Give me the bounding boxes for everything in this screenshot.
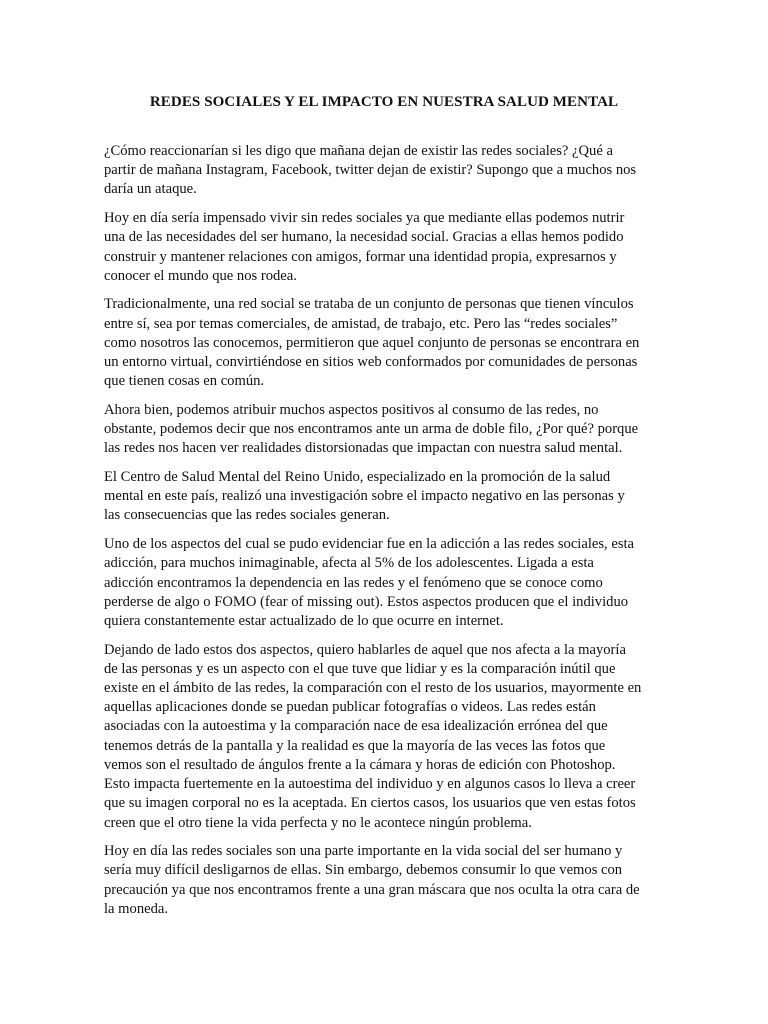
paragraph-7	[104, 641, 666, 833]
text-line: de las personas y es un aspecto con el que tuve que lidiar y es la comparación inútil que	[104, 660, 616, 677]
text-line: Esto impacta fuertemente en la autoestima del individuo y en algunos casos lo lleva a creer	[104, 776, 636, 793]
text-line: que su imagen corporal no es la aceptada. En ciertos casos, los usuarios que ven estas fotos	[104, 795, 636, 812]
text-line: Uno de los aspectos del cual se pudo evidenciar fue en la adicción a las redes sociales, esta	[104, 536, 635, 553]
text-line: obstante, podemos decir que nos encontramos ante un arma de doble filo, ¿Por qué? porque	[104, 421, 639, 438]
paragraph-2	[104, 209, 666, 286]
paragraph-8	[104, 842, 666, 919]
text-line: vemos son el resultado de ángulos frente a la cámara y horas de edición con Photoshop.	[104, 756, 616, 773]
text-line: Ahora bien, podemos atribuir muchos aspectos positivos al consumo de las redes, no	[104, 401, 599, 418]
document-title: REDES SOCIALES Y EL IMPACTO EN NUESTRA SALUD MENTAL	[149, 94, 619, 110]
text-line: Hoy en día las redes sociales son una parte importante en la vida social del ser humano y	[104, 843, 623, 860]
text-line: mental en este país, realizó una investigación sobre el impacto negativo en las personas y	[104, 488, 625, 505]
text-line: El Centro de Salud Mental del Reino Unido, especializado en la promoción de la salud	[104, 469, 611, 486]
text-line: adicción encontramos la dependencia en las redes y el fenómeno que se conoce como	[104, 574, 603, 591]
text-line: entre sí, sea por temas comerciales, de amistad, de trabajo, etc. Pero las “redes sociales”	[104, 315, 618, 332]
text-line: construir y mantener relaciones con amigos, formar una identidad propia, expresarnos y	[104, 248, 617, 265]
text-line: adicción, para muchos inimaginable, afecta al 5% de los adolescentes. Ligada a esta	[104, 555, 594, 572]
paragraph-4	[104, 401, 666, 459]
text-line: ¿Cómo reaccionarían si les digo que mañana dejan de existir las redes sociales? ¿Qué a	[104, 143, 613, 159]
text-line: asociadas con la autoestima y la comparación nace de esa idealización errónea del que	[104, 718, 608, 735]
text-line: precaución ya que nos encontramos frente a una gran máscara que nos oculta la otra cara de	[104, 881, 640, 898]
document-body	[104, 142, 666, 929]
paragraph-3	[104, 295, 666, 391]
text-line: las redes nos hacen ver realidades distorsionadas que impactan con nuestra salud mental.	[104, 440, 623, 457]
paragraph-5	[104, 468, 666, 526]
text-line: aquellas aplicaciones donde se puedan publicar fotografías o videos. Las redes están	[104, 699, 596, 716]
text-line: las consecuencias que las redes sociales generan.	[104, 507, 390, 524]
text-line: que tienen cosas en común.	[104, 373, 265, 390]
text-line: conocer el mundo que nos rodea.	[104, 267, 297, 284]
text-line: daría un ataque.	[104, 181, 197, 198]
text-line: quiera constantemente estar actualizado de lo que ocurre en internet.	[104, 612, 504, 629]
paragraph-6	[104, 535, 666, 631]
text-line: Hoy en día sería impensado vivir sin redes sociales ya que mediante ellas podemos nutrir	[104, 210, 625, 227]
text-line: creen que el otro tiene la vida perfecta y no le acontece ningún problema.	[104, 814, 532, 831]
text-line: Tradicionalmente, una red social se trataba de un conjunto de personas que tienen vínculos	[104, 296, 634, 313]
text-line: Dejando de lado estos dos aspectos, quiero hablarles de aquel que nos afecta a la mayoría	[104, 641, 626, 658]
text-line: existe en el ámbito de las redes, la comparación con el resto de los usuarios, mayormente en	[104, 680, 642, 697]
text-line: una de las necesidades del ser humano, la necesidad social. Gracias a ellas hemos podido	[104, 229, 624, 246]
text-line: sería muy difícil desligarnos de ellas. Sin embargo, debemos consumir lo que vemos con	[104, 862, 623, 879]
paragraph-1	[104, 142, 666, 200]
text-line: tenemos detrás de la pantalla y la realidad es que la mayoría de las veces las fotos que	[104, 737, 606, 754]
text-line: perderse de algo o FOMO (fear of missing out). Estos aspectos producen que el individuo	[104, 593, 629, 610]
text-line: partir de mañana Instagram, Facebook, twitter dejan de existir? Supongo que a muchos nos	[104, 162, 637, 179]
text-line: un entorno virtual, convirtiéndose en sitios web conformados por comunidades de personas	[104, 354, 638, 371]
text-line: como nosotros las conocemos, permitieron que aquel conjunto de personas se encontrara en	[104, 334, 640, 351]
text-line: la moneda.	[104, 900, 169, 917]
